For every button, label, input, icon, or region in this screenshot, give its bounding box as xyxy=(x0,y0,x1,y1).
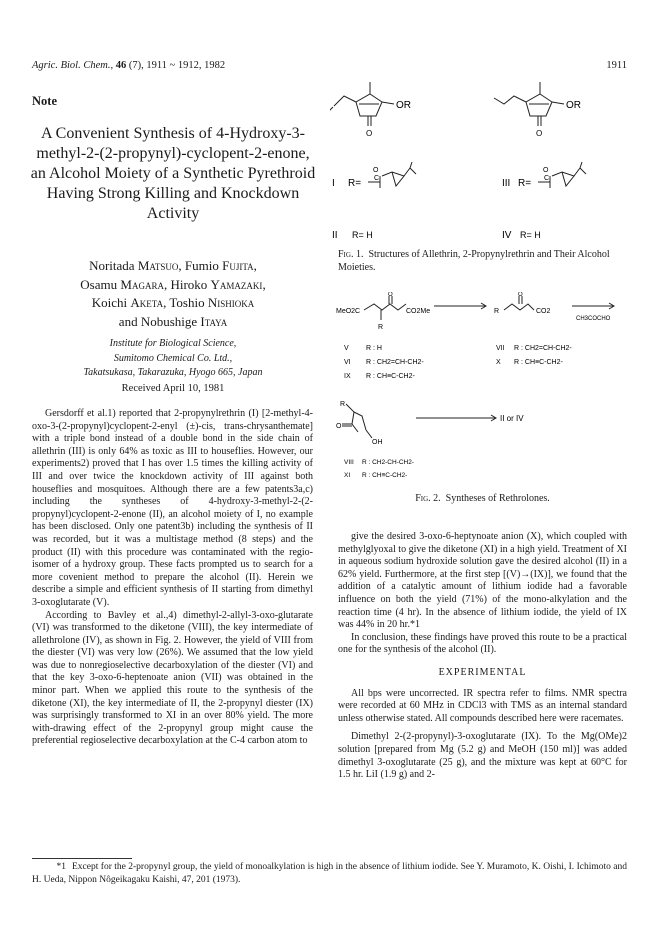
o-label: O xyxy=(536,129,543,138)
caption-text: Syntheses of Rethrolones. xyxy=(445,493,550,504)
issue-pages: (7), 1911 ~ 1912, 1982 xyxy=(128,60,226,71)
author-list: Noritada Matsuo, Fumio Fujita, Osamu Magara, Hiroko Yamazaki, Koichi Aketa, Toshio Nishioka and Nobushige Itaya xyxy=(80,258,266,329)
compound-definition: R : CH2=CH-CH2- xyxy=(366,359,424,366)
compound-label: III xyxy=(502,178,511,189)
compound-definition: R : CH≡C-CH2- xyxy=(514,359,563,366)
author-name: Toshio Nishioka xyxy=(169,295,255,310)
oh-label: OH xyxy=(372,439,383,446)
author-name: and Nobushige Itaya xyxy=(118,313,228,329)
figure-2-drawing xyxy=(336,292,626,480)
body-paragraph: According to Bavley et al.,4) dimethyl-2-allyl-3-oxo-glutarate (VI) was transformed to the diketone (VIII), the key intermediate of allethrolone (IV), as shown in Fig. 2. However, the yield of VIII from the diester (VI) was very low (26%). We assumed that the low yield was due to nonregioselective decarboxylation of the diester (VI) and that the key 3-oxo-6-heptenoate anion (VII) was obtained in the minor part. When we applied this route to the synthesis of the diketone (XI), the key intermediate of II, the 2-propynyl diester (IX) was surprisingly transformed to XI in an over 80% yield. The more with-drawing effect of the 2-propynyl group might cause the preferential regioselective decarboxylation at the C-4 carbon atom to xyxy=(32,609,313,747)
compound-label: II xyxy=(332,230,338,241)
compound-definition: R : CH2-CH-CH2- xyxy=(362,459,414,466)
figure-2-scheme xyxy=(336,292,626,480)
keto-bond xyxy=(342,424,352,426)
body-paragraph: Dimethyl 2-(2-propynyl)-3-oxoglutarate (IX). To the Mg(OMe)2 solution [prepared from Mg (5.2 g) and MeOH (150 ml)] was added dimethyl 3-oxoglutarate (25 g), and the mixture was kept at 60°C for 1.5 hr. LiI (1.9 g) and 2- xyxy=(338,731,627,781)
oxy-bond xyxy=(382,102,394,104)
figure-label: Fig. 2. xyxy=(415,493,441,504)
article-title: A Convenient Synthesis of 4-Hydroxy-3-methyl-2-(2-propynyl)-cyclopent-2-enone, an Alcohol Moiety of a Synthetic Pyrethroid Having Strong Killing and Knockdown Activity xyxy=(30,125,316,222)
footnote-mark: *1 xyxy=(56,862,66,872)
compound-definition: R : H xyxy=(366,345,382,352)
or-label: OR xyxy=(396,100,411,111)
body-text-left-column xyxy=(32,408,313,748)
r-label: R= H xyxy=(520,230,541,240)
figure-1-drawing xyxy=(330,76,630,244)
author-name: Koichi Aketa xyxy=(91,295,164,310)
figure-1-structures xyxy=(330,76,630,244)
author-name: Hiroko Yamazaki xyxy=(170,276,263,292)
oxy-bond xyxy=(552,102,564,104)
o-label: O xyxy=(518,292,523,298)
body-paragraph: Gersdorff et al.1) reported that 2-propynylrethrin (I) [2-methyl-4-oxo-3-(2-propynyl)cyclopent-2-enyl (±)-cis, trans-chrysanthemate] with a triple bond instead of a double bond in the side chain of allethrin (III) is only 64% as toxic as III to houseflies. However, our experiments2) proved that I has over 1.5 times the killing activity of III and over twice the knockdown activity of III against both houseflies and mosquitoes. Although there are a few patents3a,c) including the syntheses of 4-hydroxy-3-methyl-2-(2-propynyl)cyclopent-2-enone (II), an alcohol moiety of I, no example has been disclosed. Only one patent3b) including the synthesis of II was recorded, but it was a multistage method (8 steps) and the product (II) with this procedure was contaminated with the regio-isomer of a hydroxy group. These facts prompted us to search for a more covenient method to prepare the alcohol (II). Herein we describe a simple and efficient synthesis of II starting from dimethyl 3-oxoglutarate (V). xyxy=(32,408,313,608)
compound-number: VI xyxy=(344,359,351,366)
body-paragraph: In conclusion, these findings have proved this route to be a practical one for the synthesis of the alcohol (II). xyxy=(338,631,627,656)
affiliation-line: Sumitomo Chemical Co. Ltd., xyxy=(113,352,233,364)
compound-label: I xyxy=(332,178,335,189)
affiliation xyxy=(30,337,316,381)
article-type-label: Note xyxy=(32,94,57,108)
received-date: Received April 10, 1981 xyxy=(121,383,225,394)
o-label: O xyxy=(388,292,393,298)
diester-label: CO2Me xyxy=(406,308,431,315)
caption-text: Structures of Allethrin, 2-Propynylrethrin and Their Alcohol Moieties. xyxy=(338,249,610,273)
propynyl-chain xyxy=(334,96,356,106)
r-label: R xyxy=(378,324,384,331)
author-name: Fumio Fujita xyxy=(184,258,254,273)
o-label: O xyxy=(366,129,373,138)
affiliation-line: Institute for Biological Science, xyxy=(109,338,237,349)
compound-definition: R : CH≡C-CH2- xyxy=(362,472,408,479)
compound-number: V xyxy=(344,345,349,352)
compound-definition: R : CH≡C-CH2- xyxy=(366,373,415,380)
anion-chain xyxy=(504,304,534,310)
r-label: R= xyxy=(518,178,532,189)
author-name: Noritada Matsuo xyxy=(89,258,179,273)
body-paragraph: All bps were uncorrected. IR spectra refer to films. NMR spectra were recorded at 60 MHz in CDCl3 with TMS as an internal standard unless otherwise stated. All compounds described here were racemates. xyxy=(338,687,627,724)
section-heading-experimental: EXPERIMENTAL xyxy=(438,666,527,678)
figure-2-caption xyxy=(338,493,627,504)
diketone-chain xyxy=(346,404,366,432)
isobutenyl xyxy=(574,162,586,176)
footnote xyxy=(32,861,627,886)
r-label: R xyxy=(494,308,500,315)
anion-label: CO2 xyxy=(536,308,551,315)
allyl-chain xyxy=(494,96,526,104)
compound-number: X xyxy=(496,359,501,366)
compound-number: VII xyxy=(496,345,505,352)
o-label: O xyxy=(336,423,342,430)
compound-number: IX xyxy=(344,373,351,380)
footnote-divider xyxy=(32,858,132,859)
page-number: 1911 xyxy=(606,60,627,71)
journal-name: Agric. Biol. Chem., xyxy=(32,60,114,71)
figure-label: Fig. 1. xyxy=(338,249,364,260)
carbonyl-bond xyxy=(538,116,541,126)
compound-number: VIII xyxy=(344,459,354,466)
affiliation-line: Takatsukasa, Takarazuka, Hyogo 665, Japan xyxy=(83,367,263,378)
r-label: R= H xyxy=(352,230,373,240)
o-label: O xyxy=(373,167,379,174)
author-name: Osamu Magara xyxy=(80,276,164,292)
carbonyl-bond xyxy=(368,116,371,126)
r-label: R= xyxy=(348,178,362,189)
o-label: O xyxy=(543,167,549,174)
body-text-right-column xyxy=(338,531,627,782)
product-label: II or IV xyxy=(500,414,524,423)
figure-1-caption xyxy=(338,249,622,274)
ring-bond xyxy=(356,94,382,116)
c-label: C xyxy=(544,175,550,182)
body-paragraph: give the desired 3-oxo-6-heptynoate anion (X), which coupled with methylglyoxal to give the diketone (XI) in a high yield. Treatment of XI in aqueous sodium hydroxide solution gave the desired alcohol (II) in a 62% yield. Furthermore, at the first step [(V)→(IX)], we found that the addition of a catalytic amount of lithium iodide had a favorable influence on both the yield (71%) of the mono-alkylation and the reaction time (4 hr). In the absence of lithium iodide, the yield of IX was 44% in 20 hr.*1 xyxy=(338,531,627,631)
running-head xyxy=(32,60,627,76)
footnote-text: Except for the 2-propynyl group, the yield of monoalkylation is high in the absence of lithium iodide. See Y. Muramoto, K. Oishi, I. Ichimoto and H. Ueda, Nippon Nôgeikagaku Kaishi, 47, 201 (1973). xyxy=(32,862,627,885)
oh-bond xyxy=(366,430,372,438)
compound-label: IV xyxy=(502,230,512,241)
diester-chain xyxy=(364,304,406,310)
diester-label: MeO2C xyxy=(336,308,361,315)
reagent-label: CH3COCHO xyxy=(576,316,611,322)
or-label: OR xyxy=(566,100,581,111)
c-label: C xyxy=(374,175,380,182)
isobutenyl xyxy=(404,162,416,176)
journal-citation xyxy=(32,60,225,71)
compound-definition: R : CH2=CH-CH2- xyxy=(514,345,572,352)
ring-bond xyxy=(526,94,552,116)
compound-number: XI xyxy=(344,472,351,479)
journal-volume: 46 xyxy=(115,60,127,71)
r-label: R xyxy=(340,401,346,408)
triple-bond xyxy=(330,107,333,112)
